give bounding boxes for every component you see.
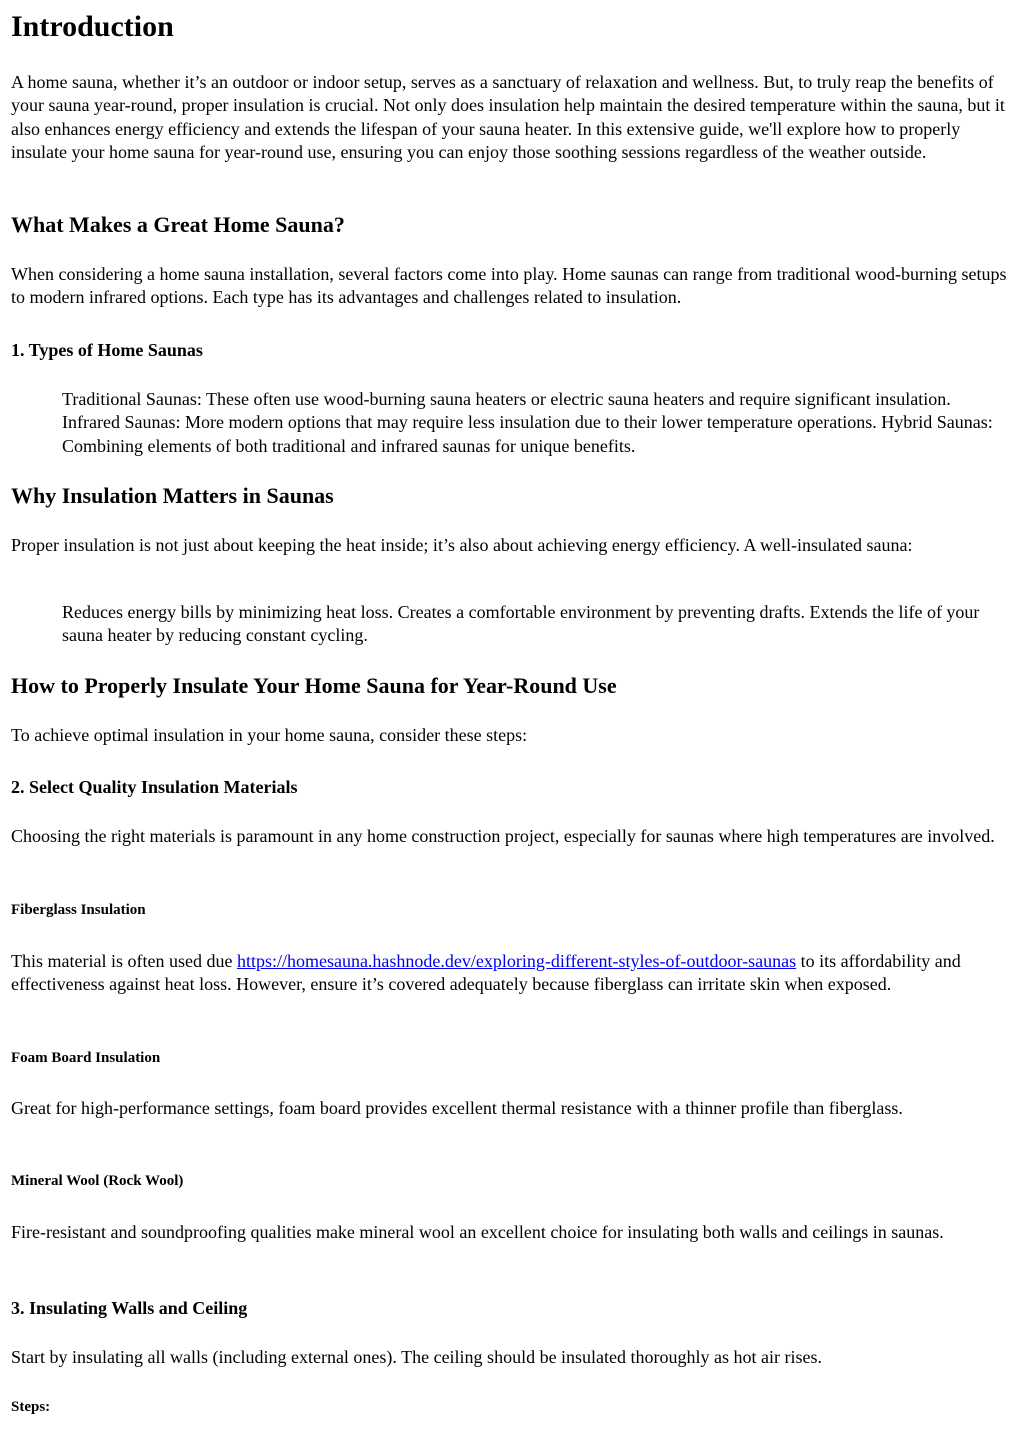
heading-foam-board: Foam Board Insulation <box>11 1050 161 1066</box>
select-materials-paragraph: Choosing the right materials is paramount in any home construction project, especially for saunas where high temperatures are involved. <box>11 826 995 846</box>
how-to-paragraph: To achieve optimal insulation in your home sauna, consider these steps: <box>11 725 528 745</box>
foam-board-paragraph: Great for high-performance settings, foam board provides excellent thermal resistance with a thinner profile than fiberglass. <box>11 1098 903 1118</box>
types-of-saunas-quote: Traditional Saunas: These often use wood-burning sauna heaters or electric sauna heaters and require significant insulation. Infrared Saunas: More modern options that may require less insulation due to their lower temperature operations. Hybrid Saunas: Combining elements of both traditional and infrared saunas for unique benefits. <box>62 389 993 456</box>
heading-fiberglass: Fiberglass Insulation <box>11 902 146 918</box>
heading-steps: Steps: <box>11 1399 51 1415</box>
fiberglass-paragraph <box>11 950 1007 997</box>
heading-why-insulation: Why Insulation Matters in Saunas <box>11 483 334 508</box>
mineral-wool-paragraph: Fire-resistant and soundproofing qualities make mineral wool an excellent choice for insulating both walls and ceilings in saunas. <box>11 1222 944 1242</box>
heading-walls-ceiling: 3. Insulating Walls and Ceiling <box>11 1298 248 1318</box>
fiberglass-text-before: This material is often used due <box>11 951 237 971</box>
why-insulation-quote: Reduces energy bills by minimizing heat loss. Creates a comfortable environment by preventing drafts. Extends the life of your sauna heater by reducing constant cycling. <box>62 602 980 646</box>
heading-types-of-saunas: 1. Types of Home Saunas <box>11 340 203 360</box>
heading-mineral-wool: Mineral Wool (Rock Wool) <box>11 1173 184 1189</box>
heading-how-to-insulate: How to Properly Insulate Your Home Sauna for Year-Round Use <box>11 673 617 698</box>
outdoor-saunas-link[interactable]: https://homesauna.hashnode.dev/exploring-different-styles-of-outdoor-saunas <box>236 951 797 971</box>
great-sauna-paragraph: When considering a home sauna installation, several factors come into play. Home saunas can range from traditional wood-burning setups to modern infrared options. Each type has its advantages and challenges related to insulation. <box>11 264 1007 308</box>
walls-ceiling-paragraph: Start by insulating all walls (including external ones). The ceiling should be insulated thoroughly as hot air rises. <box>11 1347 823 1367</box>
heading-great-home-sauna: What Makes a Great Home Sauna? <box>11 212 345 237</box>
intro-paragraph: A home sauna, whether it’s an outdoor or indoor setup, serves as a sanctuary of relaxation and wellness. But, to truly reap the benefits of your sauna year-round, proper insulation is crucial. Not only does insulation help maintain the desired temperature within the sauna, but it also enhances energy efficiency and extends the lifespan of your sauna heater. In this extensive guide, we'll explore how to properly insulate your home sauna for year-round use, ensuring you can enjoy those soothing sessions regardless of the weather outside. <box>11 72 1005 162</box>
heading-select-materials: 2. Select Quality Insulation Materials <box>11 777 298 797</box>
fiberglass-text-after: to its affordability and effectiveness against heat loss. However, ensure it’s covered adequately because fiberglass can irritate skin when exposed. <box>11 951 961 995</box>
why-insulation-paragraph: Proper insulation is not just about keeping the heat inside; it’s also about achieving energy efficiency. A well-insulated sauna: <box>11 535 913 555</box>
heading-introduction: Introduction <box>11 10 174 43</box>
